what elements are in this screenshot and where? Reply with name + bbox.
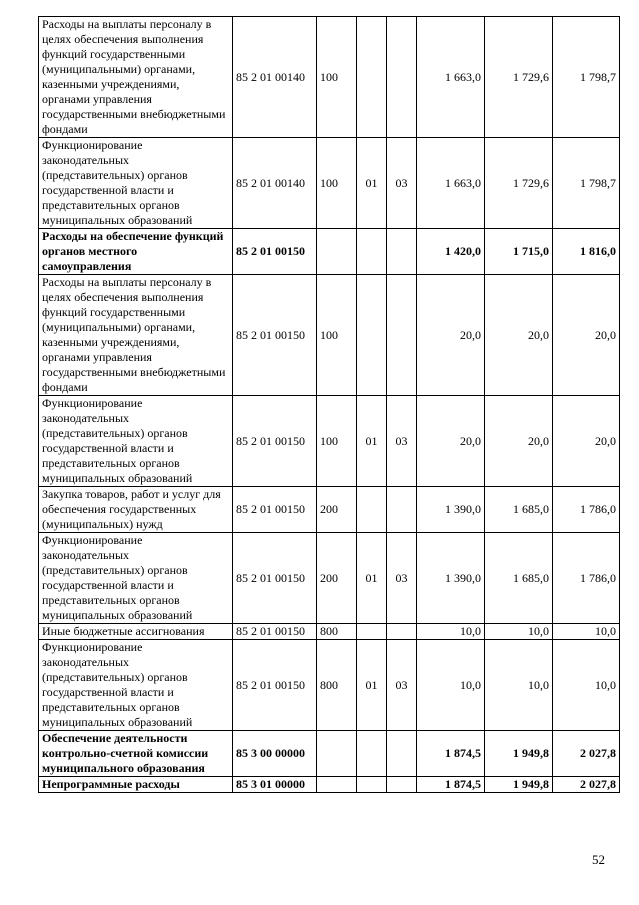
page-number: 52 [592, 852, 605, 867]
amount-year2-cell: 1 685,0 [485, 533, 553, 624]
expense-name-cell: Функционирование законодательных (представительных) органов государственной власти и представительных органов муниципальных образований [39, 533, 233, 624]
expense-name-cell: Обеспечение деятельности контрольно-счетной комиссии муниципального образования [39, 731, 233, 777]
subsection-cell [387, 275, 417, 396]
expense-type-cell: 200 [317, 533, 357, 624]
amount-year3-cell: 1 798,7 [553, 138, 620, 229]
amount-year1-cell: 20,0 [417, 275, 485, 396]
section-cell [357, 777, 387, 793]
target-article-code-cell: 85 3 00 00000 [233, 731, 317, 777]
table-row [39, 640, 620, 731]
subsection-cell: 03 [387, 640, 417, 731]
expense-type-cell: 200 [317, 487, 357, 533]
section-cell: 01 [357, 138, 387, 229]
target-article-code-cell: 85 2 01 00150 [233, 487, 317, 533]
expense-type-cell [317, 731, 357, 777]
table-row [39, 487, 620, 533]
amount-year2-cell: 20,0 [485, 396, 553, 487]
section-cell [357, 229, 387, 275]
section-cell [357, 624, 387, 640]
expense-type-cell [317, 777, 357, 793]
expense-name-cell: Расходы на обеспечение функций органов местного самоуправления [39, 229, 233, 275]
table-row [39, 229, 620, 275]
section-cell [357, 487, 387, 533]
expense-type-cell: 100 [317, 138, 357, 229]
target-article-code-cell: 85 2 01 00150 [233, 533, 317, 624]
table-row [39, 275, 620, 396]
amount-year1-cell: 1 663,0 [417, 17, 485, 138]
amount-year1-cell: 1 663,0 [417, 138, 485, 229]
expense-type-cell: 100 [317, 396, 357, 487]
expense-name-cell: Иные бюджетные ассигнования [39, 624, 233, 640]
amount-year1-cell: 10,0 [417, 640, 485, 731]
expense-type-cell [317, 229, 357, 275]
target-article-code-cell: 85 2 01 00140 [233, 17, 317, 138]
amount-year1-cell: 1 390,0 [417, 533, 485, 624]
amount-year2-cell: 20,0 [485, 275, 553, 396]
subsection-cell [387, 487, 417, 533]
amount-year2-cell: 10,0 [485, 624, 553, 640]
amount-year1-cell: 1 420,0 [417, 229, 485, 275]
amount-year3-cell: 20,0 [553, 396, 620, 487]
subsection-cell [387, 624, 417, 640]
expense-name-cell: Расходы на выплаты персоналу в целях обеспечения выполнения функций государственными (муниципальными) органами, казенными учреждениями, органами управления государственными внебюджетными фондами [39, 17, 233, 138]
target-article-code-cell: 85 2 01 00150 [233, 229, 317, 275]
target-article-code-cell: 85 3 01 00000 [233, 777, 317, 793]
amount-year3-cell: 10,0 [553, 624, 620, 640]
table-body [39, 17, 620, 793]
amount-year3-cell: 1 786,0 [553, 533, 620, 624]
amount-year2-cell: 10,0 [485, 640, 553, 731]
budget-table [38, 16, 620, 793]
amount-year1-cell: 1 874,5 [417, 731, 485, 777]
amount-year1-cell: 20,0 [417, 396, 485, 487]
section-cell [357, 731, 387, 777]
amount-year3-cell: 10,0 [553, 640, 620, 731]
amount-year2-cell: 1 949,8 [485, 731, 553, 777]
amount-year3-cell: 2 027,8 [553, 777, 620, 793]
subsection-cell [387, 777, 417, 793]
subsection-cell [387, 17, 417, 138]
subsection-cell: 03 [387, 396, 417, 487]
expense-name-cell: Непрограммные расходы [39, 777, 233, 793]
amount-year2-cell: 1 685,0 [485, 487, 553, 533]
section-cell [357, 17, 387, 138]
table-row [39, 396, 620, 487]
target-article-code-cell: 85 2 01 00150 [233, 396, 317, 487]
expense-name-cell: Закупка товаров, работ и услуг для обеспечения государственных (муниципальных) нужд [39, 487, 233, 533]
table-row [39, 624, 620, 640]
amount-year2-cell: 1 729,6 [485, 138, 553, 229]
amount-year3-cell: 2 027,8 [553, 731, 620, 777]
table-row [39, 138, 620, 229]
amount-year3-cell: 1 798,7 [553, 17, 620, 138]
amount-year2-cell: 1 715,0 [485, 229, 553, 275]
amount-year1-cell: 10,0 [417, 624, 485, 640]
amount-year3-cell: 1 786,0 [553, 487, 620, 533]
section-cell: 01 [357, 533, 387, 624]
expense-type-cell: 800 [317, 640, 357, 731]
amount-year1-cell: 1 390,0 [417, 487, 485, 533]
target-article-code-cell: 85 2 01 00150 [233, 640, 317, 731]
section-cell [357, 275, 387, 396]
subsection-cell [387, 731, 417, 777]
expense-name-cell: Функционирование законодательных (представительных) органов государственной власти и представительных органов муниципальных образований [39, 138, 233, 229]
amount-year2-cell: 1 729,6 [485, 17, 553, 138]
amount-year1-cell: 1 874,5 [417, 777, 485, 793]
subsection-cell: 03 [387, 138, 417, 229]
target-article-code-cell: 85 2 01 00150 [233, 624, 317, 640]
table-row [39, 17, 620, 138]
subsection-cell [387, 229, 417, 275]
amount-year3-cell: 20,0 [553, 275, 620, 396]
amount-year2-cell: 1 949,8 [485, 777, 553, 793]
expense-type-cell: 800 [317, 624, 357, 640]
expense-name-cell: Расходы на выплаты персоналу в целях обеспечения выполнения функций государственными (муниципальными) органами, казенными учреждениями, органами управления государственными внебюджетными фондами [39, 275, 233, 396]
subsection-cell: 03 [387, 533, 417, 624]
table-row [39, 777, 620, 793]
expense-name-cell: Функционирование законодательных (представительных) органов государственной власти и представительных органов муниципальных образований [39, 396, 233, 487]
amount-year3-cell: 1 816,0 [553, 229, 620, 275]
table-row [39, 731, 620, 777]
expense-type-cell: 100 [317, 275, 357, 396]
section-cell: 01 [357, 640, 387, 731]
table-row [39, 533, 620, 624]
expense-name-cell: Функционирование законодательных (представительных) органов государственной власти и представительных органов муниципальных образований [39, 640, 233, 731]
expense-type-cell: 100 [317, 17, 357, 138]
target-article-code-cell: 85 2 01 00140 [233, 138, 317, 229]
target-article-code-cell: 85 2 01 00150 [233, 275, 317, 396]
section-cell: 01 [357, 396, 387, 487]
